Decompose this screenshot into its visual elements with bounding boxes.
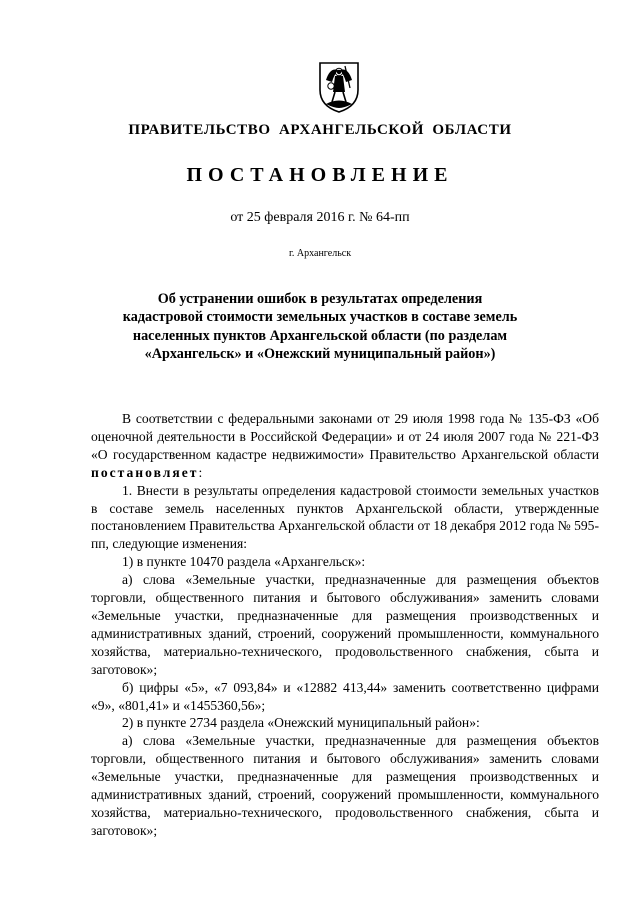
- heading-line: населенных пунктов Архангельской области (по разделам: [132, 327, 508, 344]
- paragraph-1-1-b: б) цифры «5», «7 093,84» и «12882 413,44» заменить соответственно цифрами «9», «801,41» и «1455360,56»;: [91, 679, 599, 713]
- intro-paragraph: [91, 410, 599, 482]
- heading-line: «Архангельск» и «Онежский муниципальный район»): [144, 345, 496, 362]
- document-body: [91, 410, 599, 840]
- heading-line: кадастровой стоимости земельных участков в составе земель: [122, 309, 518, 326]
- city: г. Архангельск: [288, 248, 352, 259]
- decree-word: постановляет: [91, 464, 199, 480]
- decree-colon: :: [198, 464, 203, 480]
- heading-line: Об устранении ошибок в результатах определения: [157, 291, 483, 307]
- date-and-number: от 25 февраля 2016 г. № 64-пп: [230, 210, 410, 225]
- paragraph-1-2: 2) в пункте 2734 раздела «Онежский муниципальный район»:: [122, 715, 480, 731]
- document-heading: [100, 290, 540, 363]
- intro-text: В соответствии с федеральными законами от 29 июля 1998 года № 135-ФЗ «Об оценочной деятельности в Российской Федерации» и от 24 июля 2007 года № 221-ФЗ «О государственном кадастре недвижимости» Правительство Архангельской области: [91, 411, 599, 462]
- document-type: ПОСТАНОВЛЕНИЕ: [186, 164, 454, 186]
- paragraph-1-1: 1) в пункте 10470 раздела «Архангельск»:: [122, 554, 366, 570]
- paragraph-1: 1. Внести в результаты определения кадастровой стоимости земельных участков в составе земель населенных пунктов Архангельской области, утвержденные постановлением Правительства Архангельской области от 18 декабря 2012 года № 595-пп, следующие изменения:: [91, 482, 600, 552]
- archangel-michael-coat-of-arms-icon: [314, 58, 364, 114]
- paragraph-1-1-a: а) слова «Земельные участки, предназначенные для размещения объектов торговли, общественного питания и бытового обслуживания» заменить словами «Земельные участки, предназначенные для размещения производственных и административных зданий, строений, сооружений промышленности, коммунального хозяйства, материально-технического, продовольственного снабжения, сбыта и заготовок»;: [91, 572, 599, 677]
- paragraph-1-2-a: а) слова «Земельные участки, предназначенные для размещения объектов торговли, общественного питания и бытового обслуживания» заменить словами «Земельные участки, предназначенные для размещения производственных и административных зданий, строений, сооружений промышленности, коммунального хозяйства, материально-технического, продовольственного снабжения, сбыта и заготовок»;: [91, 733, 599, 838]
- government-title: ПРАВИТЕЛЬСТВО АРХАНГЕЛЬСКОЙ ОБЛАСТИ: [128, 122, 512, 138]
